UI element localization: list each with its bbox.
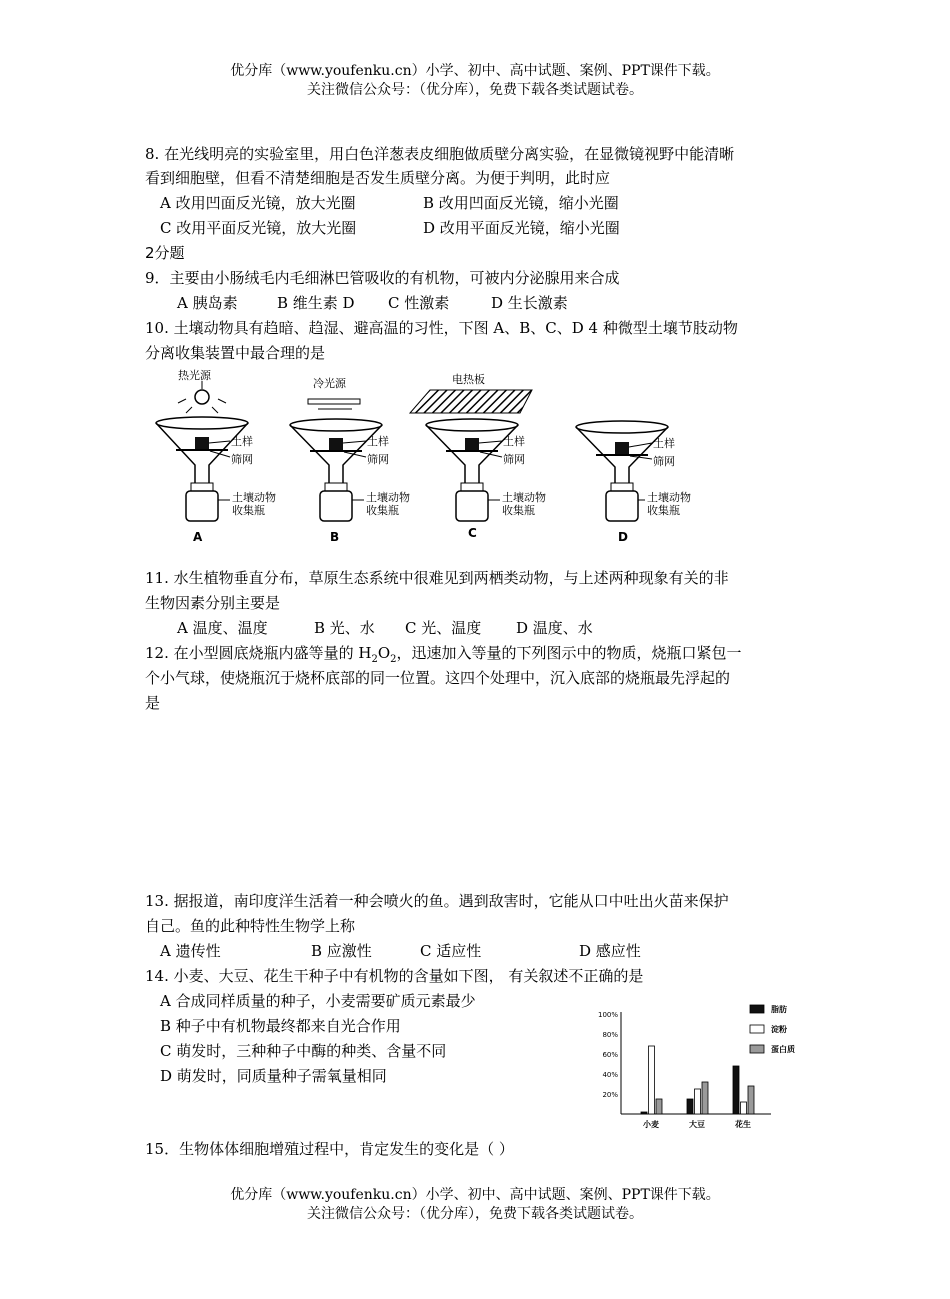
apparatus-label-b: B xyxy=(330,530,340,544)
y-tick-label: 100% xyxy=(597,1011,618,1019)
bar-2-2 xyxy=(695,1089,701,1114)
q8-stem-line2: 看到细胞壁，但看不清楚细胞是否发生质壁分离。为便于判明，此时应 xyxy=(145,169,611,187)
bar-3-3 xyxy=(748,1086,754,1114)
apparatus-a xyxy=(156,368,276,544)
category-label: 小麦 xyxy=(643,1120,659,1129)
q9-option-d: D 生长激素 xyxy=(491,294,568,312)
page-header-line1: 优分库（www.youfenku.cn）小学、初中、高中试题、案例、PPT课件下载。 xyxy=(230,63,720,79)
bottle-label1-a: 土壤动物 xyxy=(232,491,276,504)
q13-stem-line2: 自己。鱼的此种特性生物学上称 xyxy=(145,917,356,935)
q8-option-d: D 改用平面反光镜，缩小光圈 xyxy=(423,219,620,237)
bar-3-1 xyxy=(733,1066,739,1114)
q9-stem: 9．主要由小肠绒毛内毛细淋巴管吸收的有机物，可被内分泌腺用来合成 xyxy=(145,269,620,287)
apparatus-d xyxy=(576,421,691,544)
q13-option-d: D 感应性 xyxy=(579,942,641,960)
cold-light-label: 冷光源 xyxy=(313,377,346,390)
q8-option-c: C 改用平面反光镜，放大光圈 xyxy=(160,219,357,237)
q12-stem-part3: ，迅速加入等量的下列图示中的物质，烧瓶口紧包一 xyxy=(396,644,742,662)
q13-option-b: B 应激性 xyxy=(311,942,372,960)
category-label: 花生 xyxy=(735,1120,751,1129)
bottle-label1-d: 土壤动物 xyxy=(647,491,691,504)
q13-option-a: A 遗传性 xyxy=(160,942,221,960)
mesh-label-b: 筛网 xyxy=(367,453,389,466)
apparatus-c xyxy=(410,372,546,540)
bar-1-2 xyxy=(649,1046,655,1114)
q15-stem: 15．生物体体细胞增殖过程中，肯定发生的变化是（ ） xyxy=(145,1140,514,1158)
q9-option-b: B 维生素 D xyxy=(277,294,355,312)
bottle-label2-b: 收集瓶 xyxy=(366,504,399,517)
soil-label-b: 土样 xyxy=(367,435,389,448)
bulb-icon xyxy=(178,381,226,413)
bar-3-2 xyxy=(741,1102,747,1114)
q9-option-a: A 胰岛素 xyxy=(177,294,238,312)
q12-stem-line2: 个小气球，使烧瓶沉于烧杯底部的同一位置。这四个处理中，沉入底部的烧瓶最先浮起的 xyxy=(145,669,731,687)
y-tick-label: 80% xyxy=(602,1031,618,1039)
legend-swatch xyxy=(750,1025,764,1033)
q11-stem-line1: 11. 水生植物垂直分布，草原生态系统中很难见到两栖类动物，与上述两种现象有关的非 xyxy=(145,569,729,587)
q11-stem-line2: 生物因素分别主要是 xyxy=(145,594,281,612)
category-label: 大豆 xyxy=(689,1120,705,1129)
heat-light-label: 热光源 xyxy=(178,369,211,382)
q12-stem-line3: 是 xyxy=(145,694,161,712)
q8-stem-line1: 8. 在光线明亮的实验室里，用白色洋葱表皮细胞做质壁分离实验，在显微镜视野中能清晰 xyxy=(145,145,735,163)
legend-swatch xyxy=(750,1045,764,1053)
q12-stem-part2: O xyxy=(377,644,391,662)
bottle-label2-c: 收集瓶 xyxy=(502,504,535,517)
soil-label-a: 土样 xyxy=(231,435,253,448)
q12-stem-part1: 12. 在小型圆底烧瓶内盛等量的 H xyxy=(145,644,372,662)
q14-option-b: B 种子中有机物最终都来自光合作用 xyxy=(160,1017,401,1035)
heat-plate-icon xyxy=(410,390,532,413)
apparatus-label-a: A xyxy=(193,530,203,544)
q13-stem-line1: 13. 据报道，南印度洋生活着一种会喷火的鱼。遇到敌害时，它能从口中吐出火苗来保护 xyxy=(145,892,729,910)
soil-label-c: 土样 xyxy=(503,435,525,448)
cold-light-icon xyxy=(308,399,360,404)
mesh-label-a: 筛网 xyxy=(231,453,253,466)
q13-option-c: C 适应性 xyxy=(420,942,482,960)
y-tick-label: 60% xyxy=(602,1051,618,1059)
bar-2-1 xyxy=(687,1099,693,1114)
apparatus-label-d: D xyxy=(618,530,628,544)
bottle-label2-a: 收集瓶 xyxy=(232,504,265,517)
soil-fauna-apparatus-figure xyxy=(140,365,710,550)
legend-label: 蛋白质 xyxy=(771,1045,795,1054)
q12-subscript2: 2 xyxy=(390,654,397,665)
q14-stem: 14. 小麦、大豆、花生干种子中有机物的含量如下图， 有关叙述不正确的是 xyxy=(145,967,644,985)
page-footer-line2: 关注微信公众号：（优分库），免费下载各类试题试卷。 xyxy=(307,1206,643,1222)
section-label: 2分题 xyxy=(145,244,185,262)
bar-1-3 xyxy=(656,1099,662,1114)
legend-label: 淀粉 xyxy=(771,1025,787,1034)
bar-1-1 xyxy=(641,1112,647,1114)
q9-option-c: C 性激素 xyxy=(388,294,450,312)
apparatus-label-c: C xyxy=(468,526,477,540)
page-footer-line1: 优分库（www.youfenku.cn）小学、初中、高中试题、案例、PPT课件下载。 xyxy=(230,1187,720,1203)
page-header-line2: 关注微信公众号：（优分库），免费下载各类试题试卷。 xyxy=(307,82,643,98)
bottle-label1-b: 土壤动物 xyxy=(366,491,410,504)
q8-option-b: B 改用凹面反光镜，缩小光圈 xyxy=(423,194,619,212)
bottle-label2-d: 收集瓶 xyxy=(647,504,680,517)
q8-option-a: A 改用凹面反光镜，放大光圈 xyxy=(160,194,356,212)
soil-label-d: 土样 xyxy=(653,437,675,450)
q14-option-a: A 合成同样质量的种子，小麦需要矿质元素最少 xyxy=(160,992,476,1010)
mesh-label-d: 筛网 xyxy=(653,455,675,468)
q12-subscript: 2 xyxy=(371,654,378,665)
q14-option-d: D 萌发时，同质量种子需氧量相同 xyxy=(160,1067,387,1085)
q10-stem-line2: 分离收集装置中最合理的是 xyxy=(145,344,326,362)
y-tick-label: 40% xyxy=(602,1071,618,1079)
q11-option-d: D 温度、水 xyxy=(516,619,593,637)
q10-stem-line1: 10. 土壤动物具有趋暗、趋湿、避高温的习性，下图 A、B、C、D 4 种微型土壤节肢动物 xyxy=(145,319,738,337)
legend-swatch xyxy=(750,1005,764,1013)
bottle-label1-c: 土壤动物 xyxy=(502,491,546,504)
q11-option-b: B 光、水 xyxy=(314,619,375,637)
heat-plate-label: 电热板 xyxy=(452,373,485,386)
legend-label: 脂肪 xyxy=(771,1005,787,1014)
q11-option-a: A 温度、温度 xyxy=(177,619,268,637)
q14-option-c: C 萌发时，三种种子中酶的种类、含量不同 xyxy=(160,1042,447,1060)
bar-2-3 xyxy=(702,1082,708,1114)
q11-option-c: C 光、温度 xyxy=(405,619,482,637)
y-tick-label: 20% xyxy=(602,1091,618,1099)
mesh-label-c: 筛网 xyxy=(503,453,525,466)
seed-organic-matter-chart xyxy=(585,980,825,1140)
apparatus-b xyxy=(290,376,410,544)
